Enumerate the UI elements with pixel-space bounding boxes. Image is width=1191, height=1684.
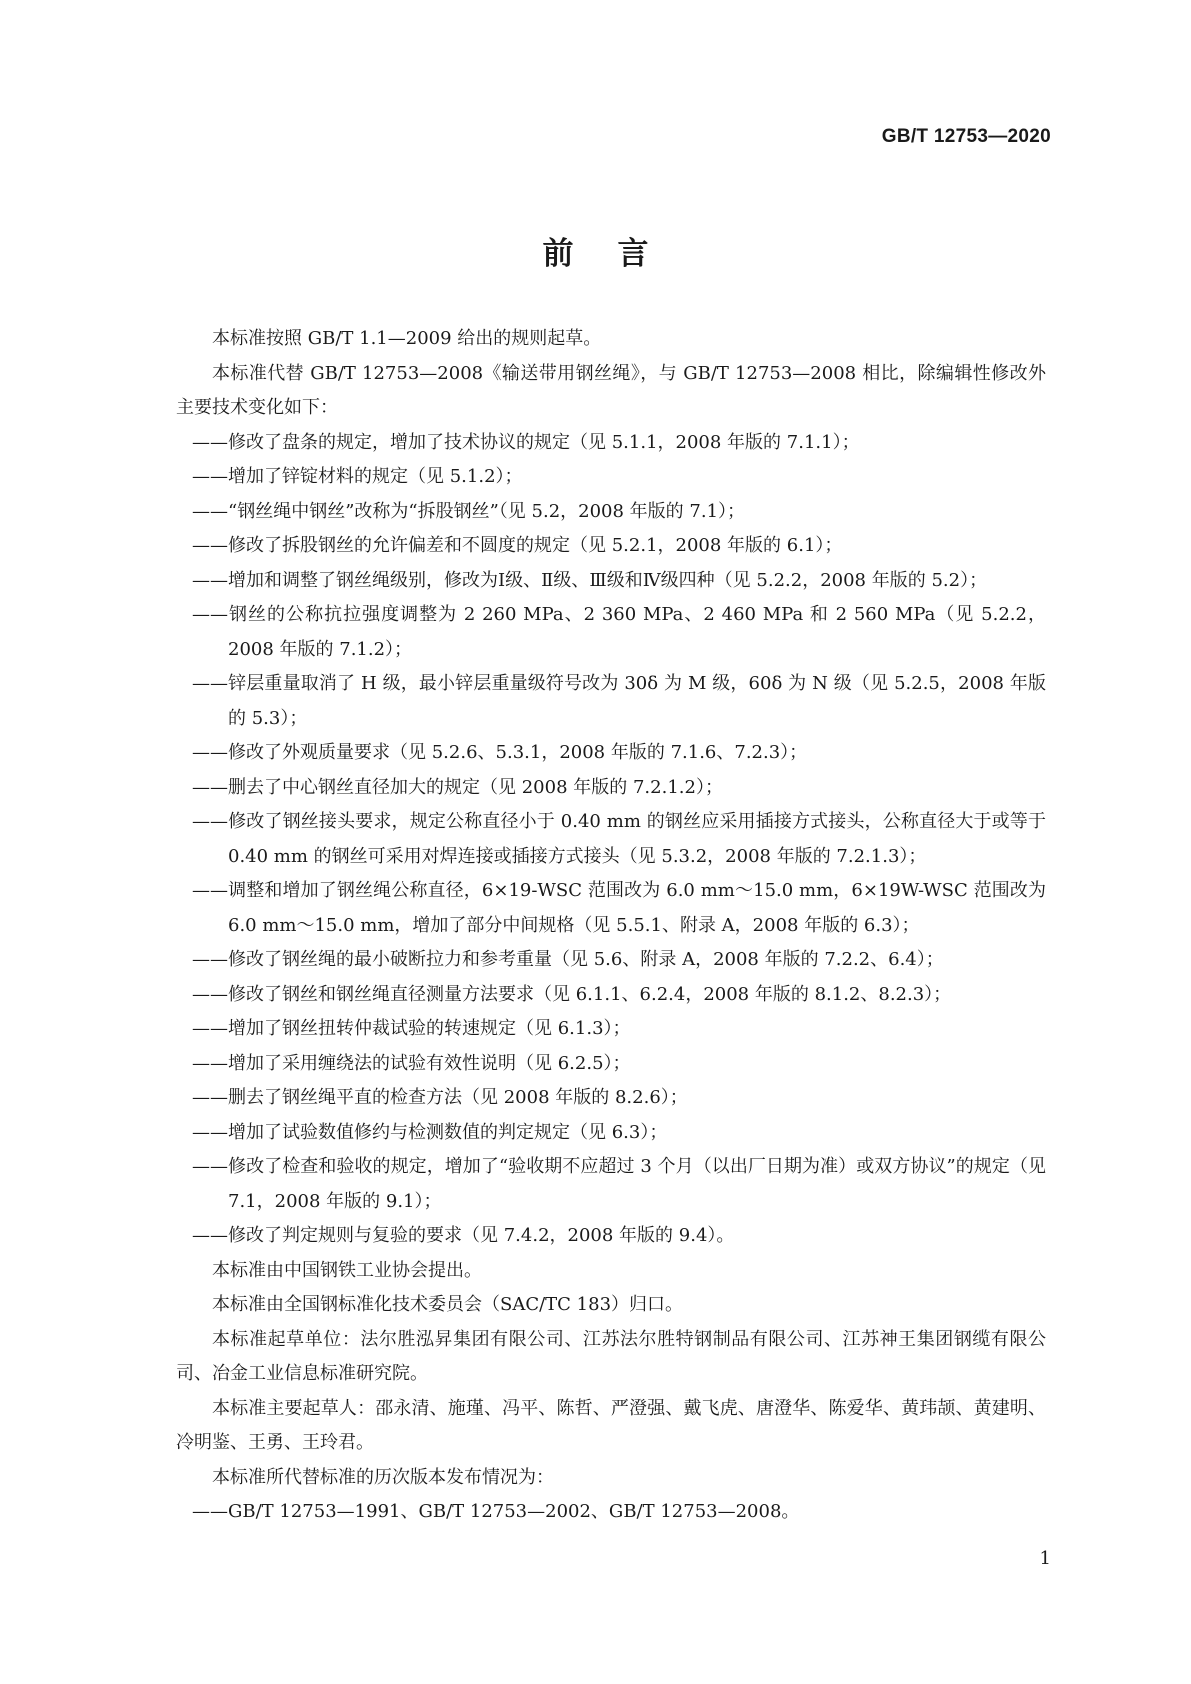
change-item: ——修改了钢丝接头要求，规定公称直径小于 0.40 mm 的钢丝应采用插接方式接头，公称直径大于或等于 0.40 mm 的钢丝可采用对焊连接或插接方式接头（见 5.3.2，2008 年版的 7.2.1.3）；	[192, 811, 1046, 867]
paragraph: 本标准主要起草人：邵永清、施瑾、冯平、陈哲、严澄强、戴飞虎、唐澄华、陈爱华、黄玮颉、黄建明、冷明鉴、王勇、王玲君。	[176, 1397, 1046, 1453]
change-item: ——增加了采用缠绕法的试验有效性说明（见 6.2.5）；	[192, 1052, 631, 1074]
change-item: ——增加和调整了钢丝绳级别，修改为Ⅰ级、Ⅱ级、Ⅲ级和Ⅳ级四种（见 5.2.2，2008 年版的 5.2）；	[192, 569, 988, 591]
change-item: ——修改了钢丝和钢丝绳直径测量方法要求（见 6.1.1、6.2.4，2008 年版的 8.1.2、8.2.3）；	[192, 983, 952, 1005]
paragraph: 本标准所代替标准的历次版本发布情况为：	[212, 1466, 554, 1488]
history-item: ——GB/T 12753—1991、GB/T 12753—2002、GB/T 12753—2008。	[192, 1501, 800, 1522]
paragraph: 本标准按照 GB/T 1.1—2009 给出的规则起草。	[212, 328, 602, 349]
change-item: ——修改了钢丝绳的最小破断拉力和参考重量（见 5.6、附录 A，2008 年版的 7.2.2、6.4）；	[192, 949, 944, 970]
change-item: ——增加了试验数值修约与检测数值的判定规定（见 6.3）；	[192, 1121, 668, 1143]
change-item: ——修改了拆股钢丝的允许偏差和不圆度的规定（见 5.2.1，2008 年版的 6.1）；	[192, 535, 843, 556]
change-item: ——增加了锌锭材料的规定（见 5.1.2）；	[192, 466, 523, 487]
paragraph: 本标准代替 GB/T 12753—2008《输送带用钢丝绳》，与 GB/T 12753—2008 相比，除编辑性修改外主要技术变化如下：	[176, 362, 1046, 418]
change-item: ——调整和增加了钢丝绳公称直径，6×19-WSC 范围改为 6.0 mm～15.0 mm，6×19W-WSC 范围改为 6.0 mm～15.0 mm，增加了部分中间规格（见 5.5.1、附录 A，2008 年版的 6.3）；	[192, 880, 1046, 936]
change-item: ——修改了检查和验收的规定，增加了“验收期不应超过 3 个月（以出厂日期为准）或双方协议”的规定（见 7.1，2008 年版的 9.1）；	[192, 1156, 1046, 1212]
change-item: ——删去了钢丝绳平直的检查方法（见 2008 年版的 8.2.6）；	[192, 1087, 688, 1108]
document-body	[176, 322, 1046, 1530]
paragraph: 本标准由中国钢铁工业协会提出。	[212, 1259, 482, 1281]
change-item: ——锌层重量取消了 H 级，最小锌层重量级符号改为 30δ 为 M 级，60δ 为 N 级（见 5.2.5，2008 年版的 5.3）；	[192, 673, 1046, 729]
change-item: ——修改了判定规则与复验的要求（见 7.4.2，2008 年版的 9.4）。	[192, 1225, 735, 1246]
change-item: ——增加了钢丝扭转仲裁试验的转速规定（见 6.1.3）；	[192, 1018, 631, 1039]
change-item: ——删去了中心钢丝直径加大的规定（见 2008 年版的 7.2.1.2）；	[192, 776, 723, 798]
standard-code: GB/T 12753—2020	[881, 126, 1051, 147]
change-item: ——修改了盘条的规定，增加了技术协议的规定（见 5.1.1，2008 年版的 7.1.1）；	[192, 431, 860, 453]
change-item: ——修改了外观质量要求（见 5.2.6、5.3.1，2008 年版的 7.1.6、7.2.3）；	[192, 742, 808, 763]
page-number: 1	[1039, 1548, 1051, 1569]
change-item: ——“钢丝绳中钢丝”改称为“拆股钢丝”（见 5.2，2008 年版的 7.1）；	[192, 500, 746, 522]
paragraph: 本标准由全国钢标准化技术委员会（SAC/TC 183）归口。	[212, 1294, 684, 1315]
change-item: ——钢丝的公称抗拉强度调整为 2 260 MPa、2 360 MPa、2 460 MPa 和 2 560 MPa（见 5.2.2，2008 年版的 7.1.2）；	[192, 604, 1046, 660]
paragraph: 本标准起草单位：法尔胜泓昇集团有限公司、江苏法尔胜特钢制品有限公司、江苏神王集团钢缆有限公司、冶金工业信息标准研究院。	[176, 1328, 1046, 1384]
page-title: 前言	[542, 236, 693, 272]
